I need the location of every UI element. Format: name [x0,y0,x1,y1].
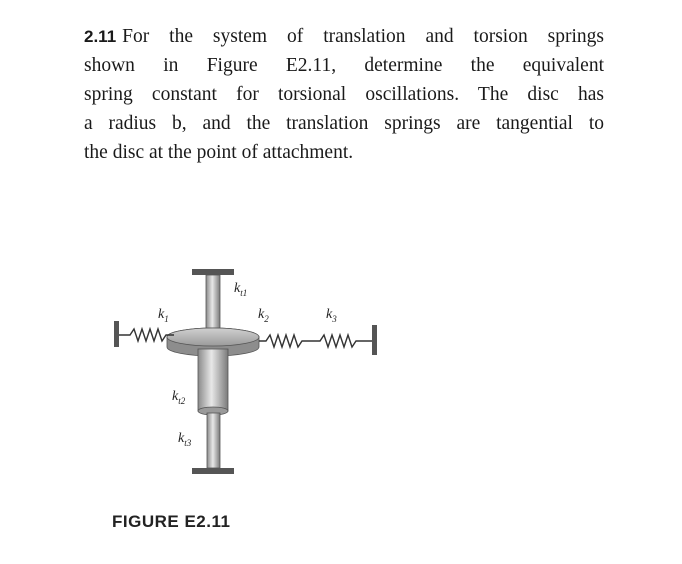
spring-k3 [310,335,372,347]
middle-torsion-shaft [198,349,228,411]
problem-statement [84,22,604,167]
figure-caption: FIGURE E2.11 [112,512,231,531]
problem-line-3: spring constant for torsional oscillations. The disc has [84,84,604,105]
spring-system-figure [100,255,400,495]
top-wall [192,269,234,275]
spring-k1 [119,329,174,341]
upper-torsion-shaft [206,275,220,333]
problem-line-5: the disc at the point of attachment. [84,142,354,163]
problem-line-1: 2.11 For the system of translation and torsion springs [84,26,604,47]
spring-system-diagram [100,255,400,495]
label-k2: $k_2$ [258,307,269,324]
label-kt3: $k_{t3}$ [178,431,192,448]
label-kt1: $k_{t1}$ [234,281,248,298]
problem-line-4: a radius b, and the translation springs are tangential to [84,113,604,134]
label-kt2: $k_{t2}$ [172,389,186,406]
label-k1: $k_1$ [158,307,169,324]
left-wall [114,321,119,347]
label-k3: $k_3$ [326,307,337,324]
problem-line-2: shown in Figure E2.11, determine the equivalent [84,55,604,76]
lower-torsion-shaft [207,413,220,468]
spring-k2 [259,335,310,347]
bottom-wall [192,468,234,474]
right-wall [372,325,377,355]
problem-number: 2.11 [84,27,117,46]
